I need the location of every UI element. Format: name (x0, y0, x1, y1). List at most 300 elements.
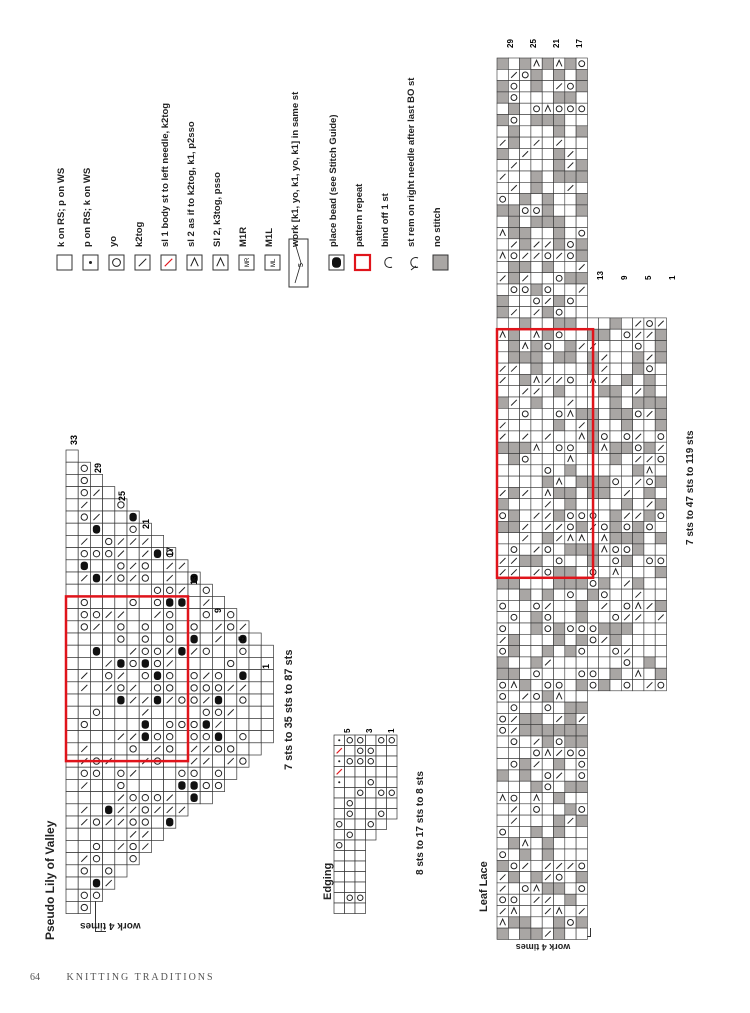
lily-cell (200, 657, 212, 669)
leaf-cell (508, 148, 519, 159)
leaf-cell (565, 725, 576, 736)
leaf-cell (497, 103, 508, 114)
lily-cell (78, 609, 90, 621)
edging-cell (376, 819, 387, 830)
leaf-cell (531, 600, 542, 611)
leaf-cell (576, 318, 587, 329)
leaf-cell (621, 352, 632, 363)
leaf-cell (565, 838, 576, 849)
lily-cell (66, 450, 78, 462)
leaf-cell (655, 352, 666, 363)
leaf-cell (621, 397, 632, 408)
lily-cell (164, 670, 176, 682)
leaf-cell (565, 228, 576, 239)
bead-symbol (178, 647, 185, 656)
lily-cell (225, 633, 237, 645)
leaf-cell (497, 589, 508, 600)
edging-cell (387, 788, 398, 799)
leaf-cell (587, 623, 598, 634)
leaf-cell (508, 137, 519, 148)
leaf-cell (610, 634, 621, 645)
leaf-cell (576, 838, 587, 849)
lily-cell (66, 706, 78, 718)
edging-cell (355, 777, 366, 788)
leaf-cell (520, 103, 531, 114)
leaf-cell (508, 250, 519, 261)
leaf-cell (610, 600, 621, 611)
leaf-cell (531, 115, 542, 126)
leaf-cell (520, 567, 531, 578)
leaf-cell (520, 363, 531, 374)
edging-cell (376, 788, 387, 799)
leaf-cell (554, 815, 565, 826)
leaf-cell (520, 126, 531, 137)
leaf-cell (554, 261, 565, 272)
lily-cell (225, 718, 237, 730)
leaf-cell (565, 58, 576, 69)
leaf-cell (497, 295, 508, 306)
edging-row-label: 5 (343, 728, 352, 733)
edging-cell (387, 735, 398, 746)
leaf-cell (599, 555, 610, 566)
lily-cell (115, 511, 127, 523)
leaf-cell (520, 476, 531, 487)
lily-cell (151, 706, 163, 718)
leaf-cell (576, 126, 587, 137)
lily-cell (151, 731, 163, 743)
leaf-cell (633, 465, 644, 476)
leaf-cell (644, 318, 655, 329)
leaf-cell (576, 205, 587, 216)
leaf-cell (554, 69, 565, 80)
leaf-cell (520, 702, 531, 713)
leaf-cell (587, 646, 598, 657)
leaf-cell (621, 589, 632, 600)
leaf-cell (520, 92, 531, 103)
leaf-cell (576, 69, 587, 80)
leaf-cell (633, 544, 644, 555)
lily-cell (139, 792, 151, 804)
leaf-cell (531, 228, 542, 239)
leaf-cell (621, 454, 632, 465)
lily-cell (115, 682, 127, 694)
edging-cell (334, 809, 345, 820)
lily-cell (90, 560, 102, 572)
leaf-repeat-note: work 4 times (515, 942, 571, 952)
bead-symbol (332, 257, 341, 268)
leaf-cell (554, 578, 565, 589)
leaf-cell (497, 352, 508, 363)
leaf-cell (554, 420, 565, 431)
leaf-cell (497, 680, 508, 691)
leaf-cell (531, 81, 542, 92)
lily-cell (78, 523, 90, 535)
lily-row-label: 9 (213, 607, 223, 613)
lily-cell (115, 596, 127, 608)
lily-cell (90, 767, 102, 779)
lily-cell (115, 523, 127, 535)
bead-symbol (178, 598, 185, 607)
lily-cell (78, 840, 90, 852)
leaf-cell (554, 589, 565, 600)
leaf-cell (621, 386, 632, 397)
leaf-cell (520, 510, 531, 521)
lily-cell (139, 572, 151, 584)
leaf-cell (655, 589, 666, 600)
leaf-cell (542, 171, 553, 182)
lily-cell (127, 523, 139, 535)
lily-cell (78, 548, 90, 560)
edging-cell (376, 735, 387, 746)
leaf-cell (508, 883, 519, 894)
edging-cell (345, 798, 356, 809)
lily-cell (188, 596, 200, 608)
purl-dot-symbol (338, 760, 340, 762)
leaf-cell (542, 115, 553, 126)
leaf-cell (610, 341, 621, 352)
lily-row-label: 33 (69, 434, 79, 445)
leaf-cell (508, 329, 519, 340)
lily-cell (139, 682, 151, 694)
leaf-cell (531, 702, 542, 713)
lily-cell (78, 462, 90, 474)
leaf-cell (599, 341, 610, 352)
leaf-cell (508, 781, 519, 792)
leaf-cell (576, 589, 587, 600)
edging-cell (366, 777, 377, 788)
lily-cell (225, 621, 237, 633)
lily-cell (200, 645, 212, 657)
leaf-cell (599, 465, 610, 476)
leaf-cell (542, 148, 553, 159)
lily-cell (225, 657, 237, 669)
leaf-cell (508, 352, 519, 363)
lily-cell (90, 816, 102, 828)
leaf-cell (554, 680, 565, 691)
leaf-cell (587, 578, 598, 589)
leaf-cell (542, 442, 553, 453)
leaf-cell (531, 194, 542, 205)
leaf-cell (633, 499, 644, 510)
leaf-cell (508, 103, 519, 114)
lily-cell (212, 682, 224, 694)
leaf-cell (633, 567, 644, 578)
leaf-cell (576, 374, 587, 385)
leaf-cell (542, 736, 553, 747)
lily-cell (127, 840, 139, 852)
lily-cell (237, 645, 249, 657)
legend-bindoff-symbol (385, 258, 392, 268)
leaf-cell (633, 634, 644, 645)
leaf-cell (531, 454, 542, 465)
edging-cell (345, 872, 356, 883)
leaf-cell (531, 465, 542, 476)
leaf-cell (508, 284, 519, 295)
lily-cell (66, 743, 78, 755)
lily-cell (127, 596, 139, 608)
leaf-cell (565, 894, 576, 905)
leaf-cell (644, 668, 655, 679)
edging-cell (387, 777, 398, 788)
legend-label: yo (108, 235, 119, 247)
leaf-cell (531, 148, 542, 159)
lily-cell (176, 718, 188, 730)
bead-symbol (105, 806, 112, 815)
lily-cell (66, 767, 78, 779)
leaf-cell (644, 487, 655, 498)
leaf-cell (599, 476, 610, 487)
leaf-cell (554, 883, 565, 894)
bead-symbol (93, 647, 100, 656)
leaf-cell (610, 657, 621, 668)
leaf-cell (655, 465, 666, 476)
leaf-cell (610, 454, 621, 465)
leaf-cell (497, 894, 508, 905)
lily-cell (66, 633, 78, 645)
leaf-cell (497, 747, 508, 758)
leaf-cell (587, 657, 598, 668)
edging-cell (376, 756, 387, 767)
leaf-cell (497, 725, 508, 736)
edging-cell (345, 735, 356, 746)
leaf-cell (497, 544, 508, 555)
leaf-cell (497, 521, 508, 532)
leaf-cell (531, 126, 542, 137)
leaf-cell (576, 736, 587, 747)
lily-cell (127, 670, 139, 682)
leaf-cell (497, 849, 508, 860)
lily-cell (212, 743, 224, 755)
lily-cell (249, 670, 261, 682)
leaf-cell (565, 499, 576, 510)
edging-cell (345, 756, 356, 767)
leaf-cell (621, 442, 632, 453)
leaf-cell (576, 194, 587, 205)
leaf-cell (565, 713, 576, 724)
edging-cell (355, 735, 366, 746)
leaf-cell (565, 126, 576, 137)
leaf-cell (565, 205, 576, 216)
leaf-cell (542, 386, 553, 397)
lily-cell (103, 645, 115, 657)
leaf-cell (610, 612, 621, 623)
lily-cell (188, 584, 200, 596)
leaf-cell (554, 239, 565, 250)
lily-cell (212, 596, 224, 608)
leaf-cell (655, 680, 666, 691)
lily-cell (127, 743, 139, 755)
leaf-chart (495, 30, 695, 930)
leaf-cell (610, 668, 621, 679)
leaf-cell (531, 261, 542, 272)
leaf-cell (621, 420, 632, 431)
leaf-cell (508, 81, 519, 92)
leaf-cell (531, 420, 542, 431)
leaf-cell (554, 872, 565, 883)
leaf-cell (497, 454, 508, 465)
leaf-cell (554, 499, 565, 510)
leaf-cell (576, 770, 587, 781)
leaf-cell (655, 544, 666, 555)
leaf-cell (565, 239, 576, 250)
leaf-cell (531, 770, 542, 781)
leaf-cell (554, 148, 565, 159)
leaf-cell (599, 567, 610, 578)
leaf-cell (565, 81, 576, 92)
page-number: 64 (30, 972, 40, 983)
leaf-cell (565, 171, 576, 182)
lily-cell (151, 779, 163, 791)
leaf-cell (520, 465, 531, 476)
bead-symbol (178, 781, 185, 790)
lily-cell (66, 804, 78, 816)
leaf-cell (542, 849, 553, 860)
leaf-cell (497, 815, 508, 826)
lily-cell (151, 645, 163, 657)
leaf-cell (520, 849, 531, 860)
lily-cell (66, 816, 78, 828)
leaf-cell (655, 386, 666, 397)
leaf-cell (542, 420, 553, 431)
leaf-cell (599, 668, 610, 679)
bead-symbol (215, 732, 222, 741)
leaf-cell (531, 849, 542, 860)
leaf-cell (508, 917, 519, 928)
leaf-cell (565, 589, 576, 600)
leaf-cell (576, 702, 587, 713)
leaf-cell (531, 273, 542, 284)
leaf-cell (520, 544, 531, 555)
leaf-cell (621, 668, 632, 679)
leaf-cell (554, 386, 565, 397)
leaf-cell (508, 476, 519, 487)
lily-cell (164, 779, 176, 791)
leaf-cell (520, 793, 531, 804)
lily-cell (225, 609, 237, 621)
leaf-cell (610, 363, 621, 374)
leaf-cell (508, 521, 519, 532)
edging-cell (345, 819, 356, 830)
lily-cell (103, 584, 115, 596)
leaf-cell (520, 747, 531, 758)
leaf-cell (576, 657, 587, 668)
leaf-cell (576, 115, 587, 126)
leaf-cell (497, 148, 508, 159)
bead-symbol (154, 671, 161, 680)
lily-cell (200, 767, 212, 779)
purl-dot-symbol (338, 781, 340, 783)
lily-cell (151, 718, 163, 730)
leaf-cell (576, 860, 587, 871)
edging-cell (355, 756, 366, 767)
leaf-cell (554, 295, 565, 306)
leaf-cell (520, 894, 531, 905)
lily-cell (188, 657, 200, 669)
lily-cell (103, 706, 115, 718)
legend-label: sl 1 body st to left needle, k2tog (160, 102, 171, 247)
leaf-cell (655, 397, 666, 408)
lily-cell (66, 584, 78, 596)
leaf-cell (576, 646, 587, 657)
leaf-cell (576, 781, 587, 792)
edging-cell (355, 798, 366, 809)
lily-cell (249, 694, 261, 706)
leaf-cell (576, 849, 587, 860)
lily-cell (188, 682, 200, 694)
lily-cell (66, 487, 78, 499)
legend-label: st rem on right needle after last BO st (406, 77, 417, 247)
leaf-cell (576, 137, 587, 148)
edging-cell (376, 767, 387, 778)
lily-cell (115, 767, 127, 779)
leaf-cell (508, 657, 519, 668)
leaf-cell (554, 216, 565, 227)
lily-cell (127, 633, 139, 645)
leaf-cell (508, 386, 519, 397)
leaf-cell (655, 578, 666, 589)
legend-label: k2tog (134, 221, 145, 247)
leaf-cell (655, 646, 666, 657)
leaf-cell (610, 578, 621, 589)
leaf-cell (554, 205, 565, 216)
lily-title: Pseudo Lily of Valley (43, 820, 57, 940)
lily-cell (139, 743, 151, 755)
leaf-cell (644, 657, 655, 668)
leaf-cell (531, 725, 542, 736)
leaf-cell (542, 793, 553, 804)
leaf-cell (610, 442, 621, 453)
leaf-cell (531, 476, 542, 487)
leaf-cell (621, 634, 632, 645)
bead-symbol (154, 696, 161, 705)
lily-cell (139, 621, 151, 633)
leaf-cell (508, 420, 519, 431)
leaf-cell (610, 487, 621, 498)
leaf-cell (621, 533, 632, 544)
leaf-cell (576, 250, 587, 261)
edging-cell (366, 735, 377, 746)
leaf-cell (520, 600, 531, 611)
bead-symbol (93, 879, 100, 888)
leaf-cell (644, 374, 655, 385)
edging-row-label: 1 (387, 728, 396, 733)
leaf-cell (520, 182, 531, 193)
lily-cell (66, 548, 78, 560)
lily-cell (188, 706, 200, 718)
leaf-cell (520, 261, 531, 272)
leaf-cell (565, 284, 576, 295)
leaf-cell (497, 646, 508, 657)
edging-cell (355, 872, 366, 883)
leaf-cell (576, 555, 587, 566)
leaf-cell (520, 657, 531, 668)
leaf-cell (508, 171, 519, 182)
lily-cell (103, 511, 115, 523)
leaf-cell (565, 69, 576, 80)
leaf-cell (576, 793, 587, 804)
bead-symbol (154, 549, 161, 558)
lily-cell (261, 670, 273, 682)
legend-label: work [k1, yo, k1, yo, k1] in same st (290, 91, 301, 247)
leaf-cell (565, 465, 576, 476)
leaf-cell (554, 668, 565, 679)
lily-cell (151, 767, 163, 779)
legend-repeat-swatch (355, 255, 370, 270)
leaf-cell (520, 917, 531, 928)
leaf-st-count: 7 sts to 47 sts to 119 sts (685, 430, 696, 545)
edging-cell (355, 830, 366, 841)
leaf-cell (576, 544, 587, 555)
